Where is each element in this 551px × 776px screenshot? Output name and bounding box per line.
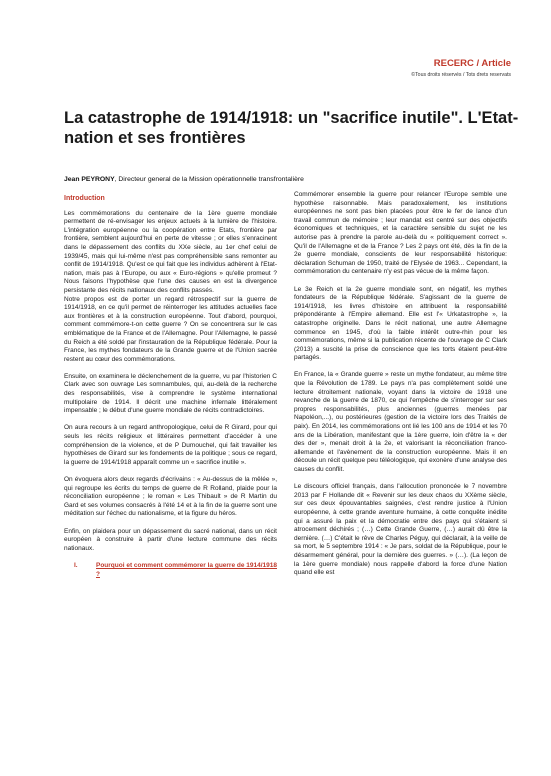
- numbered-section-heading: [64, 562, 277, 579]
- paragraph: Le discours officiel français, dans l'allocution prononcée le 7 novembre 2013 par F Hollande dit « Revenir sur les deux chaos du XXème siècle, sur ces deux épouvantables saignées, c'est rendre justice à l'Union européenne, à cette grande aventure humaine, à cette conquête inédite qui a assuré la paix et la démocratie entre des pays qui s'étaient si atrocement déchirés ; (…) Cette Grande Guerre, (…) aurait dû être la dernière. (…) C'était le rêve de Charles Péguy, qui déclarait, à la veille de sa mort, le 5 septembre 1914 : « Je pars, soldat de la République, pour le désarmement général, pour la dernière des guerres. » (…). (La leçon de la 1ère guerre mondiale) nous rappelle d'abord la force d'une Nation quand elle est: [294, 483, 507, 577]
- author-name: Jean PEYRONY: [64, 176, 115, 183]
- paragraph: Notre propos est de porter un regard rétrospectif sur la guerre de 1914/1918, en ce qu'il permet de réinterroger les attitudes actuelles face aux frontières et à la construction européenne. Tout d'abord, pourquoi, comment commémore-t-on cette guerre ? On se concentrera sur le cas emblématique de la France et de l'Allemagne. Pour l'Allemagne, le passé du Reich a été soldé par l'instauration de la République fédérale. Pour la France, les mythes fondateurs de la Grande guerre et de l'Union sacrée restent au cœur des commémorations.: [64, 295, 277, 363]
- paragraph: Les commémorations du centenaire de la 1ère guerre mondiale permettent de ré-envisager les enjeux actuels à la lumière de l'histoire. L'intégration européenne ou la coopération entre Etats, frontière par frontière, semblent aujourd'hui en perte de vitesse ; or elles s'enracinent dans le dépassement des conflits du XXe siècle, au 1er chef celui de 1939/45, mais qui lui-même n'est pas compréhensible sans remonter au conflit de 1914/1918. Qu'est ce qui fait que les individus adhèrent à l'Etat-nation, mais pas à l'Europe, ou aux « Euro-régions » qu'elle promeut ? Nous faisons l'hypothèse que l'une des causes en est la divergence persistante des récits nationaux des conflits passés.: [64, 209, 277, 294]
- section-heading-introduction: Introduction: [64, 195, 105, 202]
- rights-notice: ©Tous droits réservés / Tots drets reservats: [411, 72, 511, 78]
- author-role: , Directeur general de la Mission opérationnelle transfrontalière: [114, 176, 304, 183]
- document-header: [411, 58, 511, 78]
- paragraph: On évoquera alors deux regards d'écrivains : « Au-dessus de la mêlée », qui regroupe les écrits du temps de guerre de R Rolland, plaide pour la réconciliation européenne ; le roman « Les Thibault » de R Martin du Gard et ses volumes consacrés à l'été 14 et à la fin de la guerre sont une méditation sur l'échec du nationalisme, et la figure du héros.: [64, 476, 277, 518]
- right-column: [294, 191, 507, 761]
- paragraph: On aura recours à un regard anthropologique, celui de R Girard, pour qui seuls les récits religieux et littéraires permettent d'accéder à une compréhension de la violence, et de P Dumouchel, qui fait travailler les hypothèses de Girard sur les fondements de la politique ; sous ce regard, la guerre de 1914/1918 apparaît comme un « sacrifice inutile ».: [64, 424, 277, 466]
- paragraph: En France, la « Grande guerre » reste un mythe fondateur, au même titre que la Révolution de 1789. Le pays n'a pas complètement soldé une lecture étroitement nationale, voyant dans la victoire de 1918 une revanche de la guerre de 1870, ce qui l'empêche de s'interroger sur ses propres responsabilités, plus anciennes (guerres menées par Napoléon,...), ou postérieures (gestion de la victoire lors des Traités de paix). En 2014, les commémorations ont lié les 100 ans de 1914 et les 70 ans de la Libération, manifestant que la 1ère guerre, loin d'être la « der des der », menait droit à la 2e, et valorisant la réconciliation franco- allemande et l'avènement de la construction européenne. Mais il en découle un récit quelque peu téléologique, qui exonère d'une analyse des causes du conflit.: [294, 371, 507, 473]
- paragraph: Ensuite, on examinera le déclenchement de la guerre, vu par l'historien C Clark avec son ouvrage Les somnambules, qui, au-delà de la recherche des responsabilités, vise à comprendre le système international multipolaire de 1914. Il décrit une machine infernale littéralement impensable ; le début d'une guerre mondiale de récits contradictoires.: [64, 372, 277, 415]
- series-label: RECERC / Article: [433, 58, 511, 69]
- section-number: I.: [74, 561, 78, 569]
- paragraph: Enfin, on plaidera pour un dépassement du sacré national, dans un récit européen à construire à partir d'une lecture commune des récits nationaux.: [64, 527, 277, 552]
- article-title: La catastrophe de 1914/1918: un "sacrifice inutile". L'Etat-nation et ses frontières: [64, 109, 519, 147]
- paragraph: Commémorer ensemble la guerre pour relancer l'Europe semble une hypothèse raisonnable. Mais paradoxalement, les institutions européennes ne sont pas bien placées pour être le fer de lance d'un travail commun de mémoire ; leur mandat est centré sur des objectifs économiques et techniques, et la caractère sensible du sujet ne les autorise pas à prendre la parole au-delà du « politiquement correct ». Qu'il de l'Allemagne et de la France ? Les 2 pays ont été, dès la fin de la 2e guerre mondiale, conscients de leur responsabilité historique: déclaration Schuman de 1950, traité de l'Elysée de 1963... Cependant, la commémoration du centenaire n'y est pas vécue de la même façon.: [294, 191, 507, 276]
- section-heading-text: Pourquoi et comment commémorer la guerre de 1914/1918 ?: [96, 561, 277, 578]
- left-column: [64, 191, 277, 761]
- paragraph: Le 3e Reich et la 2e guerre mondiale sont, en négatif, les mythes fondateurs de la République fédérale. S'agissant de la guerre de 1914/1918, les livres d'histoire en attribuent la responsabilité prépondérante à l'Empire allemand. Elle est l'« Urkatastrophe », la catastrophe originelle. Dans le récit national, une autre Allemagne commence en 1945, d'où la faible intérêt outre-rhin pour les commémorations, même si la publication récente de l'ouvrage de C Clark (2013) a suscité la prise de conscience que les torts étaient peut-être partagés.: [294, 285, 507, 362]
- author-line: [64, 176, 304, 183]
